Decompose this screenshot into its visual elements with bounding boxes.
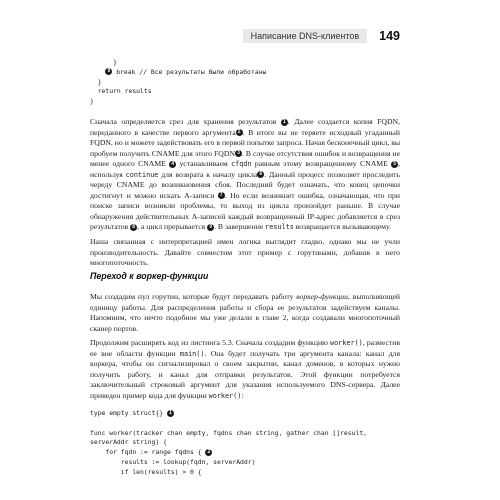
code-line: break // Все результаты были обработаны xyxy=(112,67,267,76)
code-line: } xyxy=(90,58,117,66)
callout-marker: 7 xyxy=(218,192,225,199)
paragraph: Продолжим расширять код из листинга 5.3. Сначала создадим функцию worker(), разместив ее вне области функции main(). Она будет получать три аргумента канала: канал для воркера, чтобы он сигнализировал о своем закрытии, канал доменов, в которых нужно получить работу, и канал для отправки результатов. Этой функции потребуется заключительный строковый аргумент для указания используемого DNS-сервера. Далее приведен пример кода для функции worker(): xyxy=(90,338,400,400)
running-title: Написание DNS-клиентов xyxy=(243,29,368,43)
page-number: 149 xyxy=(379,29,400,43)
code-line: results := lookup(fqdn, serverAddr) xyxy=(90,457,256,466)
callout-marker: 2 xyxy=(205,449,212,456)
callout-marker: 9 xyxy=(105,68,112,75)
code-line xyxy=(90,68,105,76)
callout-marker: 4 xyxy=(169,161,176,168)
callout-marker: 1 xyxy=(167,410,174,417)
paragraph: Наша связанная с интерпретацией имен логика выглядит гладко, однако мы не учли производительность. Давайте совместим этот пример с горутинами, добавив в него многопоточность. xyxy=(90,237,400,267)
code-line: type empty struct{} xyxy=(90,409,167,417)
code-line: func worker(tracker chan empty, fqdns chan string, gather chan []result, xyxy=(90,428,368,437)
code-line: } xyxy=(90,77,102,86)
callout-marker: 5 xyxy=(391,161,398,168)
callout-marker: 8 xyxy=(130,224,137,231)
paragraph: Мы создадим пул горутин, которые будут передавать работу воркер-функции, выполняющей единицу работы. Для распределения работы и сбора ее результатов задействуем каналы. Напомним, что нечто подобное мы уже делали в главе 2, когда создавали многопоточный сканер портов. xyxy=(90,292,401,333)
callout-marker: 6 xyxy=(257,171,264,178)
callout-marker: 2 xyxy=(236,129,243,136)
code-block-top xyxy=(90,58,266,107)
running-header xyxy=(90,27,400,45)
code-line: serverAddr string) { xyxy=(90,438,167,447)
code-line: } xyxy=(90,97,94,106)
section-heading: Переход к воркер-функции xyxy=(90,271,209,281)
callout-marker: 9 xyxy=(207,224,214,231)
code-line: return results xyxy=(90,87,152,96)
code-line: for fqdn := range fqdns { xyxy=(90,448,206,457)
code-block-bottom xyxy=(90,409,367,478)
callout-marker: 3 xyxy=(235,150,242,157)
callout-marker: 1 xyxy=(281,119,288,126)
paragraph: Сначала определяется срез для хранения результатов 1 . Далее создается копия FQDN, переданного в качестве первого аргумента 2 . В итоге вы не теряете исходный угаданный FQDN, но и можете задействовать его в первой попытке запроса. Начав бесконечный цикл, вы пробуем получить CNAME для этого FQDN 3 . В случае отсутствия ошибок и возвращения не менее одного CNAME 4 устанавливаем cfqdn равным этому возвращенному CNAME 5 , используя continue для возврата к началу цикла 6 . Данный процесс позволяет проследить череду CNAME до возникновения сбоя. Последний будет означать, что конец цепочки достигнут и можно искать A-записи 7 . Но если возникнет ошибка, означающая, что при поиске записи возникли проблемы, то выход из цикла произойдет раньше. В случае обнаружения действительных A-записей каждый возвращенный IP-адрес добавляется в срез результатов 8 , а цикл прерывается 9 . В завершение results возвращается вызывающему. xyxy=(90,117,401,231)
code-line: if len(results) > 0 { xyxy=(90,467,202,476)
